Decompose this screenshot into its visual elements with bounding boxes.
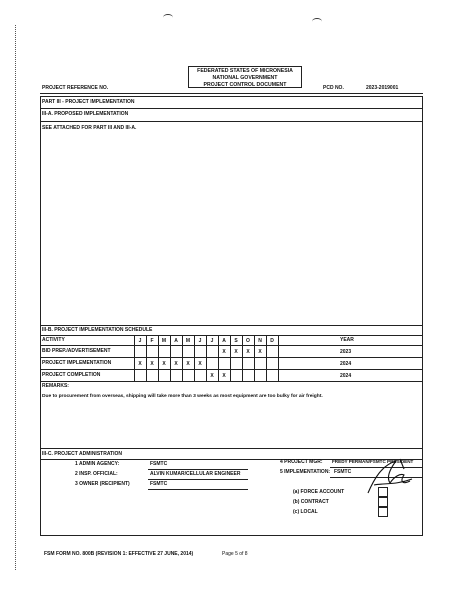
document-header [188, 66, 302, 88]
part3-rule [40, 108, 423, 109]
activity-header: ACTIVITY [42, 337, 65, 343]
schedule-title: III-B. PROJECT IMPLEMENTATION SCHEDULE [42, 327, 153, 333]
mark-bid-aug: X [222, 349, 226, 355]
mark-impl-mar: X [162, 361, 166, 367]
grid-col-9 [242, 335, 243, 381]
project-reference-label: PROJECT REFERENCE NO. [42, 85, 109, 91]
schedule-row-rule-1 [40, 345, 423, 346]
form-number: FSM FORM NO. 800B (REVISION 1: EFFECTIVE 27 JUNE, 2014) [44, 551, 194, 557]
page-number: Page 5 of 8 [222, 551, 248, 557]
grid-col-8 [230, 335, 231, 381]
schedule-row-rule-4 [40, 381, 423, 382]
iiia-rule [40, 121, 423, 122]
month-n: N [258, 338, 262, 344]
header-line-1: FEDERATED STATES OF MICRONESIA [197, 68, 293, 74]
checkbox-force-account[interactable] [378, 487, 388, 497]
mark-comp-jul: X [210, 373, 214, 379]
insp-official-value: ALVIN KUMAR/CELLULAR ENGINEER [150, 471, 241, 477]
reference-underline [40, 93, 423, 94]
scan-mark-top-right [312, 18, 322, 25]
option-force-account: (a) FORCE ACCOUNT [293, 489, 345, 495]
remarks-text: Due to procurement from overseas, shipping will take more than 3 weeks as most equipment are too bulky for air freight. [42, 394, 323, 399]
pcd-value: 2023-2019001 [366, 85, 399, 91]
mark-impl-apr: X [174, 361, 178, 367]
grid-col-1 [146, 335, 147, 381]
mark-impl-jun: X [198, 361, 202, 367]
checkbox-local[interactable] [378, 507, 388, 517]
owner-label: 3 OWNER (RECIPIENT) [75, 481, 130, 487]
month-a: A [174, 338, 178, 344]
remarks-label: REMARKS: [42, 383, 69, 389]
grid-col-10 [254, 335, 255, 381]
activity-implementation: PROJECT IMPLEMENTATION [42, 360, 112, 366]
admin-agency-label: 1 ADMIN AGENCY: [75, 461, 120, 467]
schedule-row-rule-2 [40, 357, 423, 358]
checkbox-contract[interactable] [378, 497, 388, 507]
header-line-3: PROJECT CONTROL DOCUMENT [203, 82, 287, 88]
activity-completion: PROJECT COMPLETION [42, 372, 101, 378]
mark-impl-jan: X [138, 361, 142, 367]
insp-official-underline [148, 479, 248, 480]
iiia-title: III-A. PROPOSED IMPLEMENTATION [42, 111, 129, 117]
grid-col-12 [278, 335, 279, 381]
signature-mark [360, 455, 418, 497]
year-completion: 2024 [340, 373, 352, 379]
month-s: S [234, 338, 238, 344]
grid-col-3 [170, 335, 171, 381]
year-header: YEAR [340, 337, 354, 343]
schedule-header-top [40, 335, 423, 336]
mark-bid-sep: X [234, 349, 238, 355]
admin-agency-value: FSMTC [150, 461, 168, 467]
activity-bid-prep: BID PREP./ADVERTISEMENT [42, 348, 111, 354]
month-o: O [246, 338, 250, 344]
admin-agency-underline [148, 469, 248, 470]
schedule-row-rule-3 [40, 369, 423, 370]
see-attached-note: SEE ATTACHED FOR PART III AND III-A. [42, 125, 137, 131]
grid-col-2 [158, 335, 159, 381]
grid-col-11 [266, 335, 267, 381]
mark-bid-oct: X [246, 349, 250, 355]
project-mgr-label: 4 PROJECT MGR: [280, 459, 323, 465]
schedule-top-rule [40, 325, 423, 326]
owner-underline [148, 489, 248, 490]
insp-official-label: 2 INSP. OFFICIAL: [75, 471, 118, 477]
implementation-value: FSMTC [334, 469, 352, 475]
month-a2: A [222, 338, 226, 344]
month-d: D [270, 338, 274, 344]
month-j2: J [198, 338, 202, 344]
owner-value: FSMTC [150, 481, 168, 487]
month-j: J [138, 338, 142, 344]
grid-col-0 [134, 335, 135, 381]
implementation-label: 5 IMPLEMENTATION: [280, 469, 331, 475]
month-f: F [150, 338, 154, 344]
admin-title: III-C. PROJECT ADMINISTRATION [42, 451, 122, 457]
year-bid-prep: 2023 [340, 349, 352, 355]
grid-col-4 [182, 335, 183, 381]
scan-edge-line [15, 25, 16, 570]
month-j3: J [210, 338, 214, 344]
grid-col-5 [194, 335, 195, 381]
option-local: (c) LOCAL [293, 509, 318, 515]
mark-impl-may: X [186, 361, 190, 367]
mark-impl-feb: X [150, 361, 154, 367]
scan-mark-top-left [163, 14, 173, 21]
month-m2: M [185, 338, 191, 344]
mark-bid-nov: X [258, 349, 262, 355]
option-contract: (b) CONTRACT [293, 499, 329, 505]
year-implementation: 2024 [340, 361, 352, 367]
mark-comp-aug: X [222, 373, 226, 379]
pcd-label: PCD NO. [323, 85, 344, 91]
admin-top-rule [40, 448, 423, 449]
header-line-2: NATIONAL GOVERNMENT [212, 75, 278, 81]
part3-title: PART III - PROJECT IMPLEMENTATION [42, 99, 135, 105]
project-mgr-value: FREDY PERMAN/FSMTC PRESIDENT [332, 459, 414, 464]
month-m: M [161, 338, 167, 344]
